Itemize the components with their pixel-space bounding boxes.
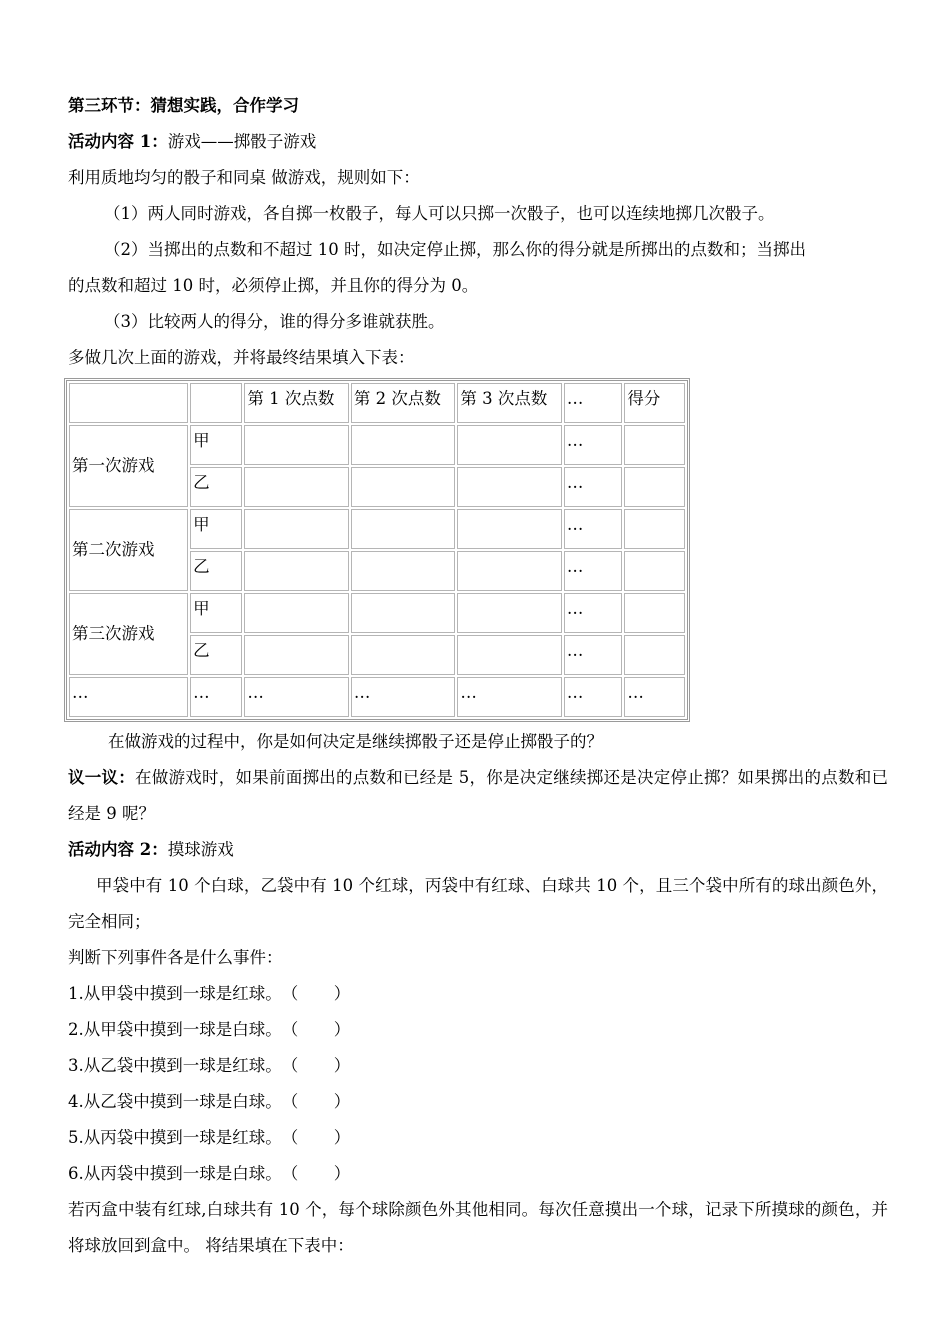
player-cell: 乙 bbox=[190, 551, 242, 591]
rule-2a: （2）当掷出的点数和不超过 10 时，如决定停止掷，那么你的得分就是所掷出的点数和；当掷出 bbox=[104, 240, 806, 259]
section-title: 第三环节：猜想实践，合作学习 bbox=[68, 96, 299, 115]
ellipsis-cell: … bbox=[564, 677, 623, 717]
header-cell: … bbox=[564, 383, 623, 423]
header-cell: 得分 bbox=[624, 383, 685, 423]
empty-cell bbox=[244, 425, 348, 465]
ellipsis-cell: … bbox=[457, 677, 561, 717]
player-cell: 甲 bbox=[190, 593, 242, 633]
judge-prompt: 判断下列事件各是什么事件： bbox=[68, 948, 283, 967]
table-row bbox=[69, 593, 685, 633]
rule-2b: 的点数和超过 10 时，必须停止掷，并且你的得分为 0。 bbox=[68, 276, 479, 295]
table-header-row bbox=[69, 383, 685, 423]
ellipsis-cell: … bbox=[69, 677, 188, 717]
event-item bbox=[68, 1084, 888, 1120]
empty-cell bbox=[457, 551, 561, 591]
empty-cell bbox=[244, 551, 348, 591]
activity2-title: 摸球游戏 bbox=[167, 840, 234, 859]
event-item-text: 4.从乙袋中摸到一球是白球。 bbox=[68, 1092, 282, 1111]
header-blank-cell bbox=[69, 383, 188, 423]
player-cell: 甲 bbox=[190, 509, 242, 549]
activity2-heading bbox=[68, 832, 888, 868]
empty-cell bbox=[351, 551, 455, 591]
event-item-text: 5.从丙袋中摸到一球是红球。 bbox=[68, 1128, 282, 1147]
activity2-description: 甲袋中有 10 个白球，乙袋中有 10 个红球，丙袋中有红球、白球共 10 个，且三个袋中所有的球出颜色外，完全相同； bbox=[68, 876, 888, 931]
game-label-cell: 第二次游戏 bbox=[69, 509, 188, 591]
ellipsis-cell: … bbox=[564, 635, 623, 675]
activity2-label: 活动内容 2： bbox=[68, 840, 168, 859]
ellipsis-cell: … bbox=[351, 677, 455, 717]
answer-paren-open: （ bbox=[281, 984, 299, 1003]
empty-cell bbox=[351, 467, 455, 507]
ellipsis-cell: … bbox=[564, 593, 623, 633]
event-item-text: 6.从丙袋中摸到一球是白球。 bbox=[68, 1164, 282, 1183]
empty-cell bbox=[457, 593, 561, 633]
empty-cell bbox=[457, 635, 561, 675]
activity1-label: 活动内容 1： bbox=[68, 132, 168, 151]
answer-paren-open: （ bbox=[281, 1164, 299, 1183]
event-item-text: 3.从乙袋中摸到一球是红球。 bbox=[68, 1056, 282, 1075]
game-label-cell: 第三次游戏 bbox=[69, 593, 188, 675]
empty-cell bbox=[624, 593, 685, 633]
event-item bbox=[68, 1048, 888, 1084]
empty-cell bbox=[351, 593, 455, 633]
table-row bbox=[69, 509, 685, 549]
activity1-question: 在做游戏的过程中，你是如何决定是继续掷骰子还是停止掷骰子的？ bbox=[108, 732, 603, 751]
ellipsis-cell: … bbox=[564, 467, 623, 507]
ellipsis-cell: … bbox=[244, 677, 348, 717]
answer-paren-close: ） bbox=[333, 1128, 351, 1147]
event-item-text: 1.从甲袋中摸到一球是红球。 bbox=[68, 984, 282, 1003]
answer-paren-open: （ bbox=[281, 1020, 299, 1039]
answer-paren-open: （ bbox=[281, 1056, 299, 1075]
ellipsis-cell: … bbox=[564, 551, 623, 591]
closing-paragraph: 若丙盒中装有红球,白球共有 10 个，每个球除颜色外其他相同。每次任意摸出一个球，记录下所摸球的颜色，并将球放回到盒中。 将结果填在下表中： bbox=[68, 1200, 888, 1255]
header-blank-cell bbox=[190, 383, 242, 423]
rule-1: （1）两人同时游戏，各自掷一枚骰子，每人可以只掷一次骰子，也可以连续地掷几次骰子。 bbox=[104, 204, 775, 223]
player-cell: 乙 bbox=[190, 635, 242, 675]
ellipsis-cell: … bbox=[624, 677, 685, 717]
player-cell: 甲 bbox=[190, 425, 242, 465]
answer-paren-open: （ bbox=[281, 1092, 299, 1111]
discuss-paragraph bbox=[68, 760, 888, 832]
empty-cell bbox=[351, 635, 455, 675]
empty-cell bbox=[351, 425, 455, 465]
ellipsis-cell: … bbox=[564, 425, 623, 465]
empty-cell bbox=[457, 467, 561, 507]
empty-cell bbox=[351, 509, 455, 549]
event-item bbox=[68, 1012, 888, 1048]
empty-cell bbox=[244, 467, 348, 507]
answer-paren-close: ） bbox=[333, 1056, 351, 1075]
event-item-text: 2.从甲袋中摸到一球是白球。 bbox=[68, 1020, 282, 1039]
empty-cell bbox=[244, 635, 348, 675]
header-cell: 第 3 次点数 bbox=[457, 383, 561, 423]
ellipsis-cell: … bbox=[190, 677, 242, 717]
answer-paren-open: （ bbox=[281, 1128, 299, 1147]
table-intro: 多做几次上面的游戏，并将最终结果填入下表： bbox=[68, 348, 415, 367]
answer-paren-close: ） bbox=[333, 1092, 351, 1111]
activity1-heading bbox=[68, 124, 888, 160]
dice-score-table bbox=[64, 378, 690, 722]
discuss-label: 议一议： bbox=[68, 768, 135, 787]
empty-cell bbox=[624, 635, 685, 675]
answer-paren-close: ） bbox=[333, 1020, 351, 1039]
event-item bbox=[68, 976, 888, 1012]
empty-cell bbox=[624, 551, 685, 591]
answer-paren-close: ） bbox=[333, 1164, 351, 1183]
empty-cell bbox=[457, 425, 561, 465]
header-cell: 第 2 次点数 bbox=[351, 383, 455, 423]
table-row bbox=[69, 425, 685, 465]
empty-cell bbox=[624, 509, 685, 549]
event-item bbox=[68, 1120, 888, 1156]
empty-cell bbox=[457, 509, 561, 549]
ellipsis-cell: … bbox=[564, 509, 623, 549]
empty-cell bbox=[624, 467, 685, 507]
empty-cell bbox=[244, 509, 348, 549]
empty-cell bbox=[244, 593, 348, 633]
document-page bbox=[68, 88, 888, 1264]
activity1-title: 游戏——掷骰子游戏 bbox=[167, 132, 317, 151]
answer-paren-close: ） bbox=[333, 984, 351, 1003]
event-item bbox=[68, 1156, 888, 1192]
table-row bbox=[69, 677, 685, 717]
rule-3: （3）比较两人的得分，谁的得分多谁就获胜。 bbox=[104, 312, 445, 331]
activity1-intro: 利用质地均匀的骰子和同桌 做游戏，规则如下： bbox=[68, 168, 420, 187]
game-label-cell: 第一次游戏 bbox=[69, 425, 188, 507]
player-cell: 乙 bbox=[190, 467, 242, 507]
discuss-text: 在做游戏时，如果前面掷出的点数和已经是 5，你是决定继续掷还是决定停止掷？如果掷出的点数和已经是 9 呢？ bbox=[68, 768, 888, 823]
empty-cell bbox=[624, 425, 685, 465]
header-cell: 第 1 次点数 bbox=[244, 383, 348, 423]
